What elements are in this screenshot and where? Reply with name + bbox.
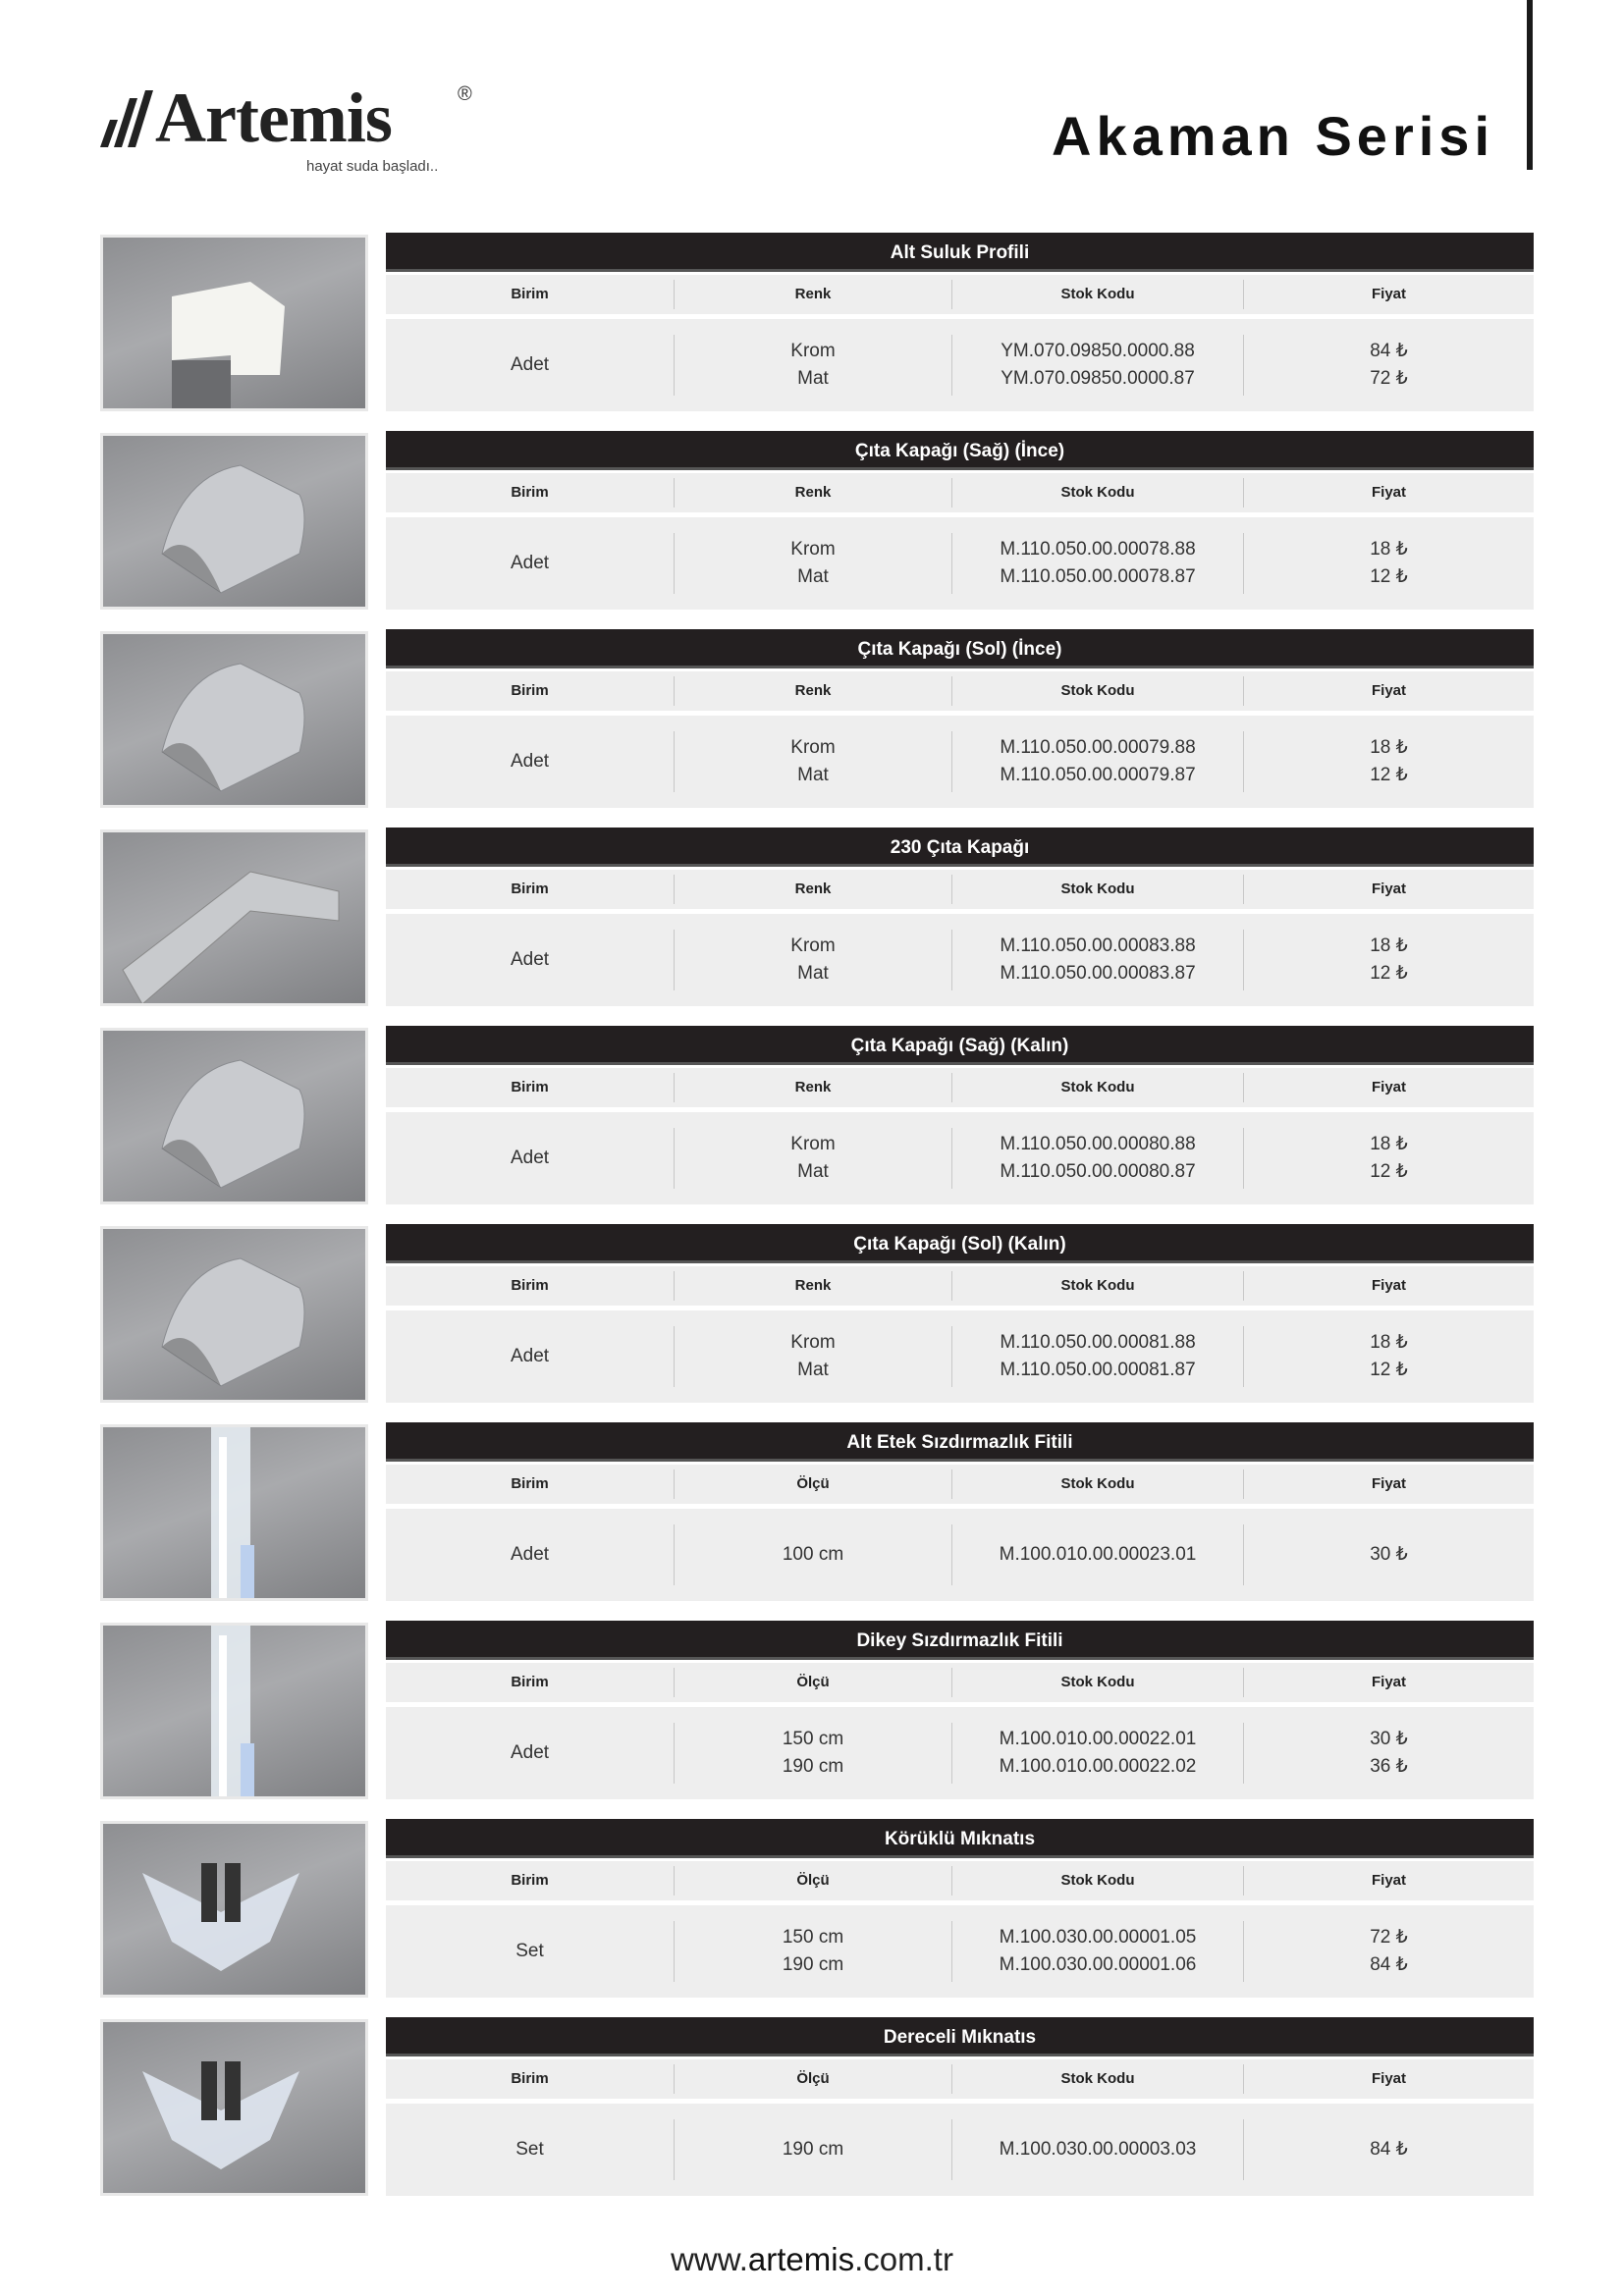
product-image [100,631,368,808]
stock-code: M.110.050.00.00079.87 [1000,765,1196,785]
variant-cell [674,1326,951,1387]
stock-code: M.110.050.00.00078.88 [1000,539,1196,560]
column-header: Stok Kodu [951,1073,1243,1102]
unit-cell: Adet [510,1544,550,1565]
column-header: Fiyat [1243,2064,1534,2094]
price-value: 12 ₺ [1370,1161,1408,1182]
stock-code: M.110.050.00.00081.88 [1000,1332,1196,1353]
product-section [100,629,1534,808]
product-title: Dereceli Mıknatıs [386,2017,1534,2056]
price-value: 30 ₺ [1370,1729,1408,1749]
table-row [386,1509,1534,1601]
column-header: Renk [674,478,951,507]
column-header: Fiyat [1243,280,1534,309]
variant-cell [674,335,951,396]
stock-code-cell [951,1524,1243,1585]
table-header-row [386,1068,1534,1107]
website-url[interactable] [0,2240,1624,2279]
column-header: Stok Kodu [951,875,1243,904]
product-image [100,235,368,411]
magnet-icon [103,1824,365,1995]
product-title: Çıta Kapağı (Sağ) (Kalın) [386,1026,1534,1065]
variant-value: Krom [790,935,836,956]
price-value: 12 ₺ [1370,963,1408,984]
url-prefix: www. [671,2241,748,2277]
price-cell [1243,930,1534,990]
variant-value: Mat [797,963,829,984]
stock-code-cell [951,2119,1243,2180]
product-section [100,1422,1534,1601]
corner-cap-icon [103,832,365,1003]
product-section [100,233,1534,411]
column-header: Birim [511,484,549,501]
variant-value: Krom [790,1134,836,1154]
column-header: Fiyat [1243,1866,1534,1896]
unit-cell: Adet [510,354,550,375]
stock-code: M.110.050.00.00078.87 [1000,566,1196,587]
product-image [100,1424,368,1601]
unit-cell: Adet [510,949,550,970]
product-image [100,2019,368,2196]
stock-code: M.100.030.00.00003.03 [999,2139,1197,2160]
variant-value: Krom [790,737,836,758]
stock-code: M.110.050.00.00081.87 [1000,1360,1196,1380]
table-row [386,2104,1534,2196]
table-header-row [386,1861,1534,1900]
column-header: Birim [511,881,549,897]
stock-code-cell [951,533,1243,594]
product-section [100,1819,1534,1998]
column-header: Stok Kodu [951,280,1243,309]
product-title: Çıta Kapağı (Sol) (İnce) [386,629,1534,668]
column-header: Ölçü [674,1866,951,1896]
column-header: Birim [511,1277,549,1294]
stock-code: M.100.030.00.00001.06 [999,1954,1197,1975]
price-cell [1243,2119,1534,2180]
table-header-row [386,473,1534,512]
stock-code-cell [951,1921,1243,1982]
product-image [100,1226,368,1403]
product-table [386,1422,1534,1601]
column-header: Renk [674,1073,951,1102]
stock-code: M.110.050.00.00080.87 [1000,1161,1196,1182]
price-value: 30 ₺ [1370,1544,1408,1565]
price-value: 84 ₺ [1370,1954,1408,1975]
column-header: Renk [674,1271,951,1301]
table-row [386,517,1534,610]
stock-code: M.110.050.00.00080.88 [1000,1134,1196,1154]
metal-cap-icon [103,1031,365,1201]
column-header: Birim [511,2070,549,2087]
stock-code: M.100.010.00.00022.02 [999,1756,1197,1777]
column-header: Fiyat [1243,1668,1534,1697]
table-row [386,1707,1534,1799]
product-section [100,431,1534,610]
table-row [386,716,1534,808]
unit-cell: Adet [510,1742,550,1763]
product-table [386,431,1534,610]
stock-code: M.100.010.00.00023.01 [999,1544,1197,1565]
variant-value: 190 cm [782,1954,844,1975]
product-section [100,2017,1534,2196]
variant-cell [674,1723,951,1784]
stock-code: M.100.030.00.00001.05 [999,1927,1197,1948]
magnet-icon [103,2022,365,2193]
product-title: Alt Etek Sızdırmazlık Fitili [386,1422,1534,1462]
variant-value: Krom [790,539,836,560]
column-header: Birim [511,286,549,302]
product-table [386,233,1534,411]
table-row [386,1310,1534,1403]
column-header: Fiyat [1243,478,1534,507]
column-header: Stok Kodu [951,1668,1243,1697]
column-header: Ölçü [674,1668,951,1697]
price-value: 18 ₺ [1370,1134,1408,1154]
price-cell [1243,1921,1534,1982]
column-header: Ölçü [674,1469,951,1499]
column-header: Birim [511,682,549,699]
variant-value: Krom [790,1332,836,1353]
variant-cell [674,2119,951,2180]
column-header: Birim [511,1079,549,1095]
column-header: Birim [511,1475,549,1492]
product-image [100,1821,368,1998]
variant-value: 190 cm [782,1756,844,1777]
column-header: Stok Kodu [951,2064,1243,2094]
product-title: Alt Suluk Profili [386,233,1534,272]
variant-value: 150 cm [782,1927,844,1948]
url-domain: artemis [747,2241,855,2277]
variant-cell [674,1921,951,1982]
unit-cell: Set [515,1941,544,1961]
column-header: Stok Kodu [951,1866,1243,1896]
page-title: Akaman Serisi [1052,105,1494,167]
product-table [386,1026,1534,1204]
column-header: Ölçü [674,2064,951,2094]
product-image [100,433,368,610]
product-table [386,1224,1534,1403]
unit-cell: Adet [510,553,550,573]
product-table [386,828,1534,1006]
table-header-row [386,1465,1534,1504]
variant-value: Mat [797,765,829,785]
product-table [386,1621,1534,1799]
variant-value: 190 cm [782,2139,844,2160]
variant-cell [674,1128,951,1189]
logo-stripes-icon [98,90,157,149]
table-header-row [386,2059,1534,2099]
stock-code: YM.070.09850.0000.87 [1001,368,1195,389]
product-title: Körüklü Mıknatıs [386,1819,1534,1858]
product-section [100,828,1534,1006]
column-header: Birim [511,1674,549,1690]
stock-code-cell [951,1326,1243,1387]
variant-value: Krom [790,341,836,361]
stock-code: M.100.010.00.00022.01 [999,1729,1197,1749]
stock-code-cell [951,1128,1243,1189]
price-value: 36 ₺ [1370,1756,1408,1777]
url-suffix: .com.tr [854,2241,953,2277]
product-table [386,1819,1534,1998]
brand-tagline: hayat suda başladı.. [306,158,439,175]
stock-code-cell [951,1723,1243,1784]
product-title: Çıta Kapağı (Sağ) (İnce) [386,431,1534,470]
product-image [100,1623,368,1799]
registered-mark: ® [458,83,472,105]
variant-cell [674,930,951,990]
table-header-row [386,870,1534,909]
column-header: Stok Kodu [951,676,1243,706]
price-value: 18 ₺ [1370,1332,1408,1353]
unit-cell: Adet [510,1148,550,1168]
price-cell [1243,533,1534,594]
price-value: 12 ₺ [1370,765,1408,785]
table-header-row [386,671,1534,711]
variant-value: Mat [797,566,829,587]
column-header: Fiyat [1243,1073,1534,1102]
unit-cell: Adet [510,1346,550,1366]
variant-value: Mat [797,1360,829,1380]
brand-logo [98,79,511,181]
table-header-row [386,1266,1534,1306]
table-row [386,914,1534,1006]
stock-code: M.110.050.00.00083.88 [1000,935,1196,956]
table-header-row [386,275,1534,314]
price-cell [1243,1723,1534,1784]
stock-code-cell [951,335,1243,396]
price-value: 18 ₺ [1370,539,1408,560]
stock-code: M.110.050.00.00079.88 [1000,737,1196,758]
product-section [100,1621,1534,1799]
unit-cell: Adet [510,751,550,772]
product-section [100,1224,1534,1403]
price-value: 84 ₺ [1370,341,1408,361]
column-header: Renk [674,875,951,904]
stock-code: M.110.050.00.00083.87 [1000,963,1196,984]
column-header: Stok Kodu [951,1469,1243,1499]
price-value: 72 ₺ [1370,368,1408,389]
table-header-row [386,1663,1534,1702]
header-divider [1527,0,1533,170]
column-header: Stok Kodu [951,478,1243,507]
price-cell [1243,1326,1534,1387]
metal-cap-icon [103,634,365,805]
price-cell [1243,731,1534,792]
variant-cell [674,731,951,792]
variant-cell [674,533,951,594]
variant-value: Mat [797,1161,829,1182]
price-value: 18 ₺ [1370,935,1408,956]
brand-name: Artemis [155,79,392,157]
price-value: 84 ₺ [1370,2139,1408,2160]
column-header: Stok Kodu [951,1271,1243,1301]
price-value: 12 ₺ [1370,1360,1408,1380]
table-row [386,319,1534,411]
price-value: 12 ₺ [1370,566,1408,587]
metal-cap-icon [103,436,365,607]
column-header: Fiyat [1243,875,1534,904]
price-cell [1243,335,1534,396]
column-header: Renk [674,280,951,309]
column-header: Fiyat [1243,1271,1534,1301]
stock-code-cell [951,930,1243,990]
column-header: Fiyat [1243,1469,1534,1499]
variant-value: 150 cm [782,1729,844,1749]
unit-cell: Set [515,2139,544,2160]
white-profile-icon [103,238,365,408]
seal-strip-icon [103,1626,365,1796]
price-value: 72 ₺ [1370,1927,1408,1948]
product-image [100,1028,368,1204]
product-table [386,2017,1534,2196]
product-title: 230 Çıta Kapağı [386,828,1534,867]
product-image [100,829,368,1006]
stock-code: YM.070.09850.0000.88 [1001,341,1195,361]
variant-value: Mat [797,368,829,389]
product-section [100,1026,1534,1204]
table-row [386,1905,1534,1998]
variant-value: 100 cm [782,1544,844,1565]
product-title: Çıta Kapağı (Sol) (Kalın) [386,1224,1534,1263]
column-header: Renk [674,676,951,706]
price-cell [1243,1524,1534,1585]
price-value: 18 ₺ [1370,737,1408,758]
seal-strip-icon [103,1427,365,1598]
variant-cell [674,1524,951,1585]
price-cell [1243,1128,1534,1189]
table-row [386,1112,1534,1204]
product-table [386,629,1534,808]
product-title: Dikey Sızdırmazlık Fitili [386,1621,1534,1660]
column-header: Fiyat [1243,676,1534,706]
metal-cap-icon [103,1229,365,1400]
stock-code-cell [951,731,1243,792]
column-header: Birim [511,1872,549,1889]
